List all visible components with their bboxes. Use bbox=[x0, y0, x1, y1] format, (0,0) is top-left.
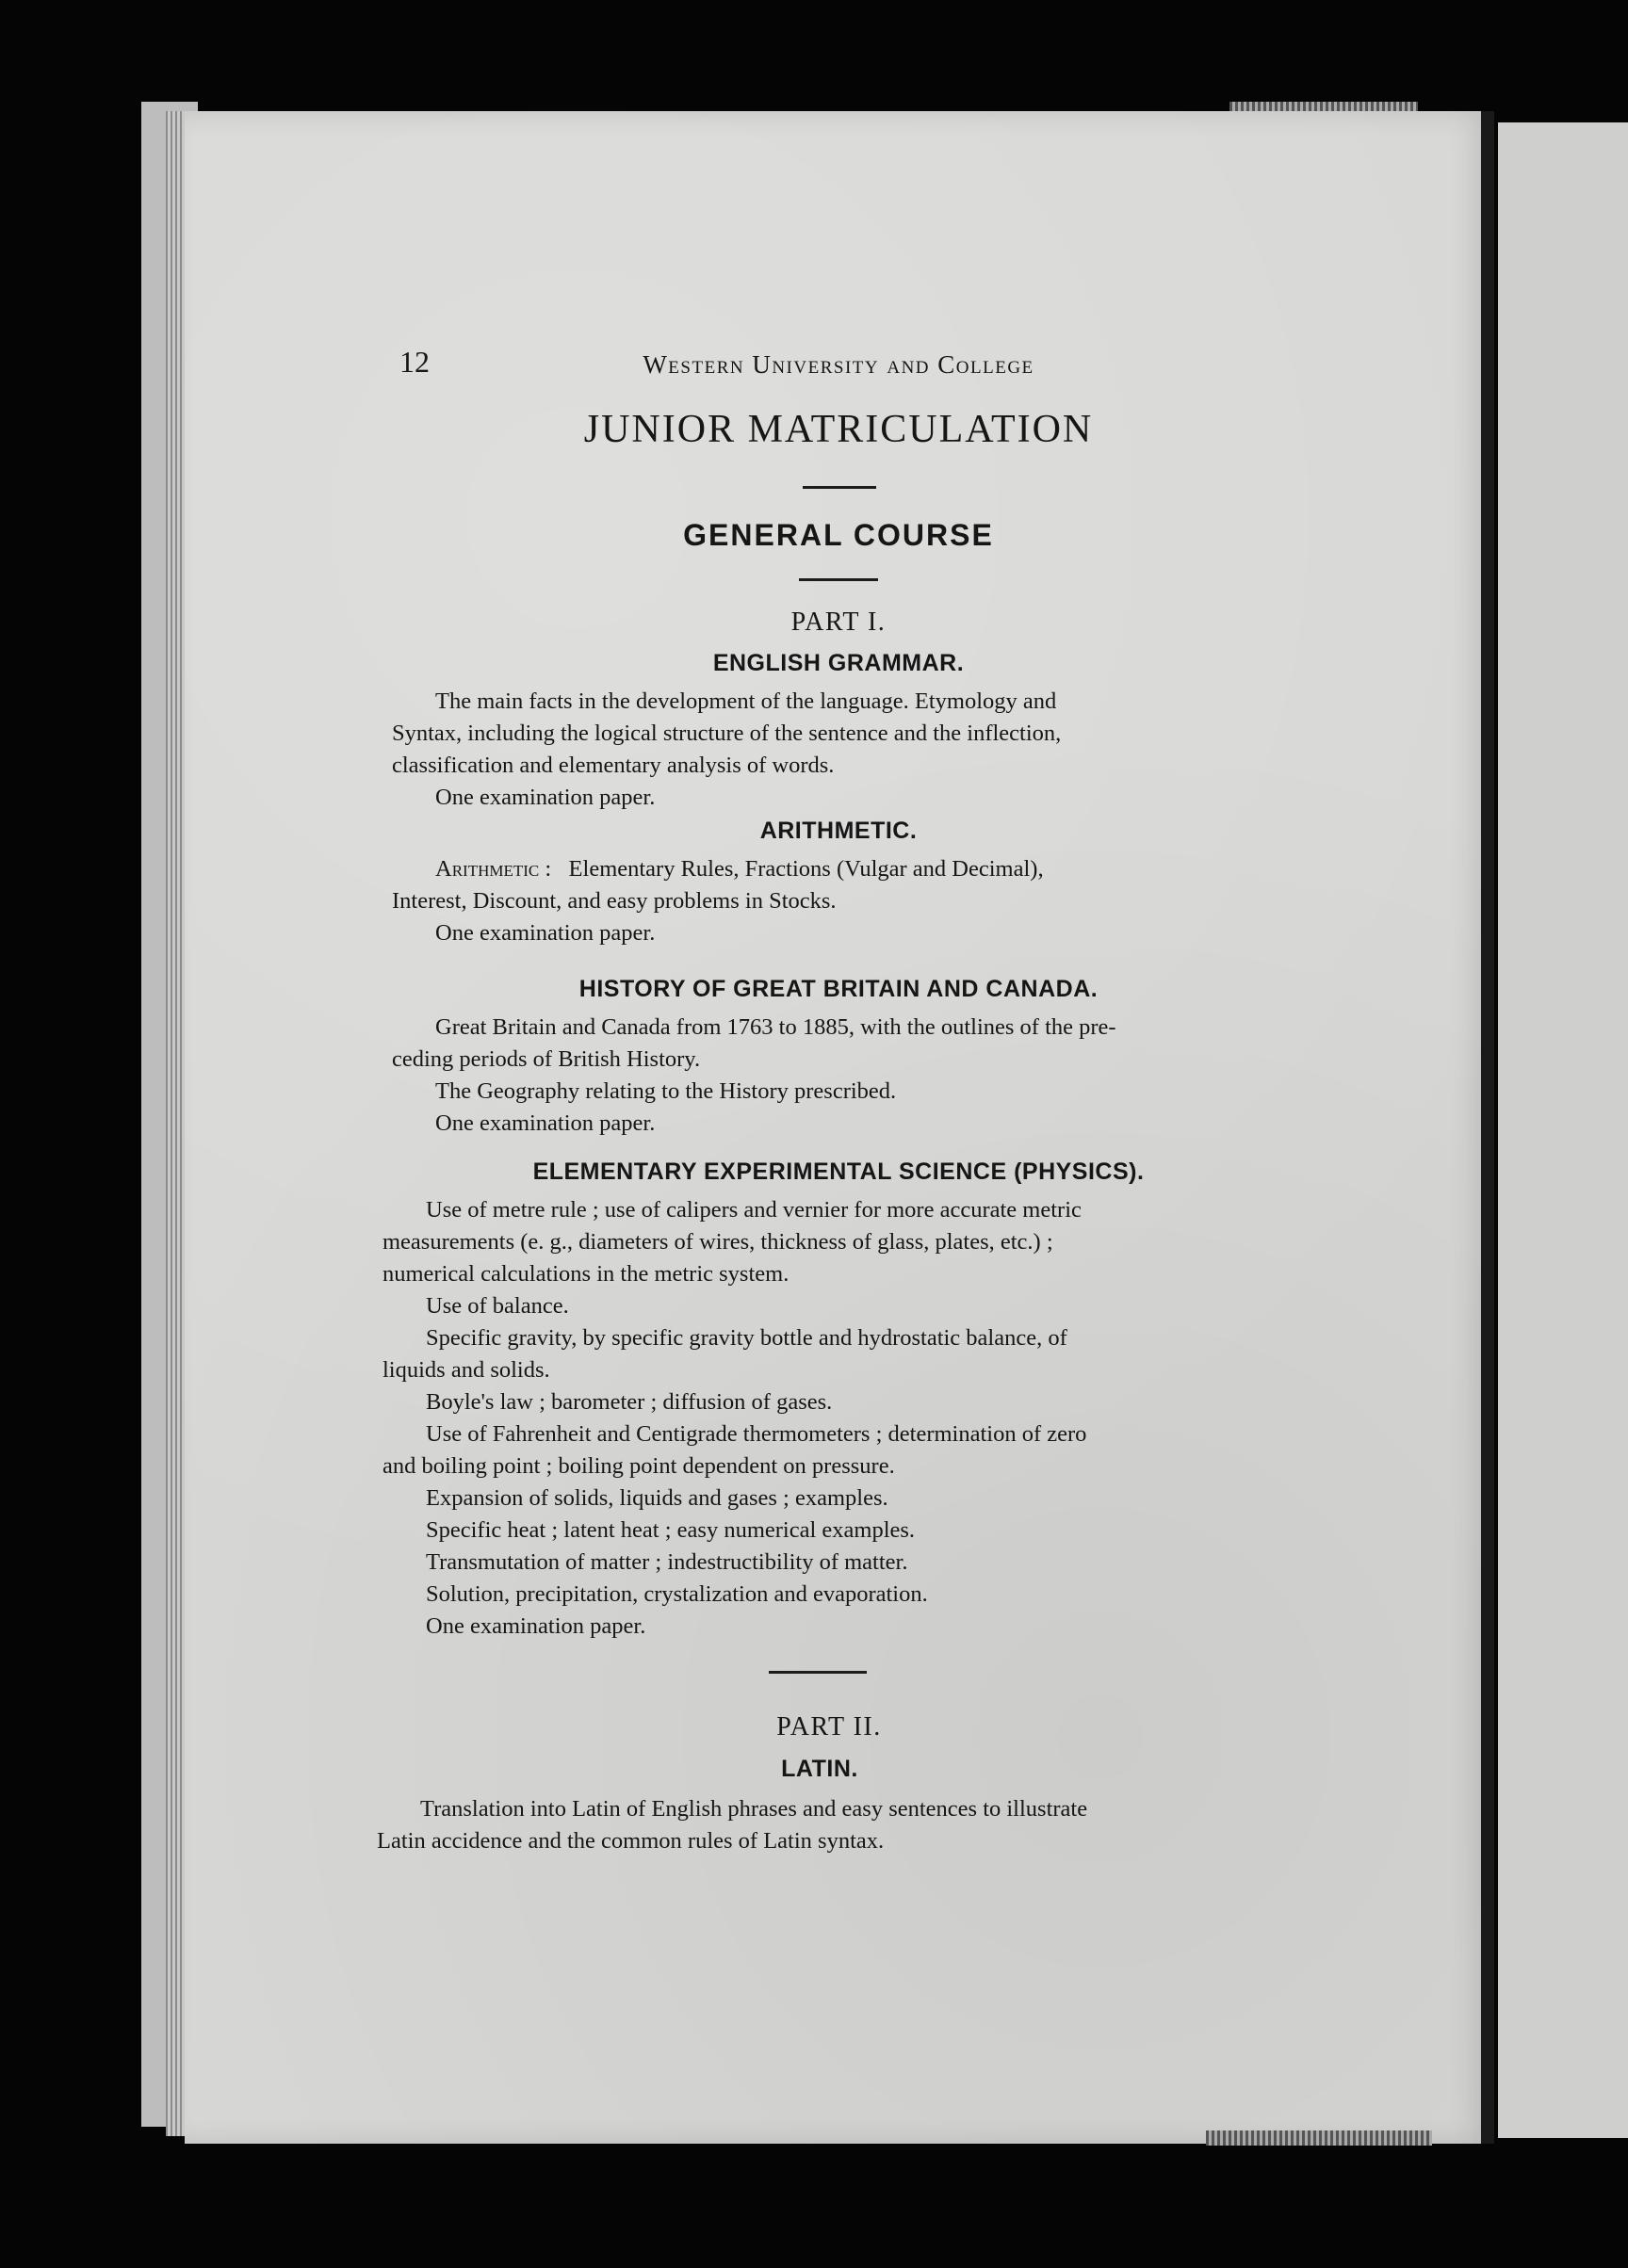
text-line: Use of Fahrenheit and Centigrade thermometers ; determination of zero bbox=[426, 1421, 1087, 1447]
english-grammar-heading: ENGLISH GRAMMAR. bbox=[712, 650, 965, 676]
text-line bbox=[392, 853, 1278, 885]
text-line: One examination paper. bbox=[426, 1613, 646, 1639]
text-line: Interest, Discount, and easy problems in Stocks. bbox=[392, 888, 837, 914]
part-two-label: PART II. bbox=[776, 1712, 882, 1742]
page-number: 12 bbox=[399, 345, 430, 379]
text-line: Syntax, including the logical structure of the sentence and the inflection, bbox=[392, 721, 1062, 746]
section-divider bbox=[769, 1671, 867, 1674]
text-line: Specific gravity, by specific gravity bottle and hydrostatic balance, of bbox=[426, 1325, 1067, 1351]
history-text bbox=[392, 1012, 1278, 1140]
science-text bbox=[383, 1194, 1278, 1643]
text-line: One examination paper. bbox=[435, 1110, 656, 1136]
arithmetic-text bbox=[392, 853, 1278, 949]
text-line: Solution, precipitation, crystalization and evaporation. bbox=[426, 1581, 928, 1607]
text-line: measurements (e. g., diameters of wires, thickness of glass, plates, etc.) ; bbox=[383, 1229, 1053, 1255]
text-line: Use of metre rule ; use of calipers and vernier for more accurate metric bbox=[426, 1197, 1082, 1223]
text-line: Great Britain and Canada from 1763 to 1885, with the outlines of the pre- bbox=[435, 1014, 1116, 1040]
english-grammar-text bbox=[392, 686, 1278, 814]
text-line: The main facts in the development of the language. Etymology and bbox=[435, 688, 1057, 714]
text-line: liquids and solids. bbox=[383, 1357, 550, 1383]
text-line: The Geography relating to the History prescribed. bbox=[435, 1078, 897, 1104]
text-line: Specific heat ; latent heat ; easy numerical examples. bbox=[426, 1517, 916, 1543]
text-line: Transmutation of matter ; indestructibility of matter. bbox=[426, 1549, 908, 1575]
text-line: Latin accidence and the common rules of Latin syntax. bbox=[377, 1828, 885, 1854]
binding-tab-bottom bbox=[1206, 2130, 1432, 2146]
running-head: Western University and College bbox=[643, 350, 1034, 379]
text-line: Boyle's law ; barometer ; diffusion of gases. bbox=[426, 1389, 833, 1415]
title-rule bbox=[803, 486, 876, 489]
text-line: and boiling point ; boiling point dependent on pressure. bbox=[383, 1453, 895, 1479]
arithmetic-lead: Arithmetic : bbox=[435, 856, 552, 882]
text-line: Expansion of solids, liquids and gases ; examples. bbox=[426, 1485, 888, 1511]
text-line: One examination paper. bbox=[435, 785, 656, 810]
book-spine bbox=[1481, 111, 1494, 2144]
arithmetic-line-1: Elementary Rules, Fractions (Vulgar and Decimal), bbox=[568, 856, 1044, 882]
text-line: numerical calculations in the metric system. bbox=[383, 1261, 790, 1287]
subtitle-rule bbox=[799, 578, 878, 581]
text-line: classification and elementary analysis of words. bbox=[392, 753, 835, 778]
latin-text bbox=[377, 1793, 1262, 1857]
page-title: JUNIOR MATRICULATION bbox=[583, 408, 1094, 451]
part-one-label: PART I. bbox=[790, 608, 887, 637]
course-subtitle: GENERAL COURSE bbox=[683, 518, 994, 552]
history-heading: HISTORY OF GREAT BRITAIN AND CANADA. bbox=[578, 976, 1099, 1002]
text-line: One examination paper. bbox=[435, 920, 656, 946]
arithmetic-heading: ARITHMETIC. bbox=[759, 818, 918, 844]
facing-page bbox=[1498, 122, 1628, 2138]
text-line: Translation into Latin of English phrases and easy sentences to illustrate bbox=[420, 1796, 1088, 1822]
latin-heading: LATIN. bbox=[781, 1756, 858, 1782]
text-line: ceding periods of British History. bbox=[392, 1046, 701, 1072]
science-heading: ELEMENTARY EXPERIMENTAL SCIENCE (PHYSICS). bbox=[532, 1158, 1145, 1185]
text-line: Use of balance. bbox=[426, 1293, 569, 1319]
